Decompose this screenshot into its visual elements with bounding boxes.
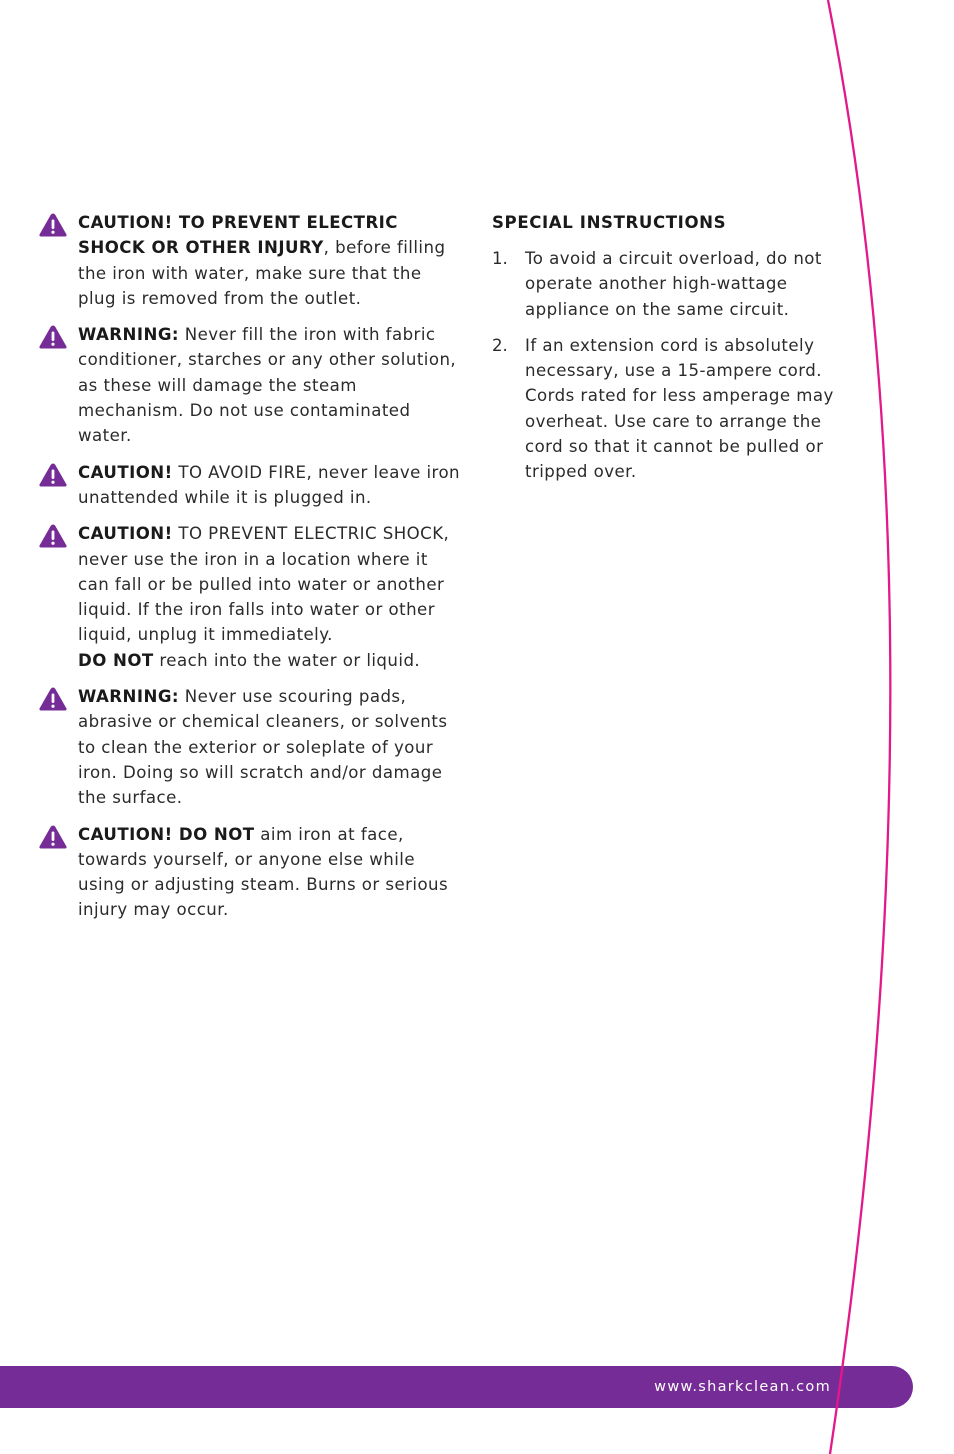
instruction-item-1 — [492, 246, 852, 322]
special-instructions-heading: SPECIAL INSTRUCTIONS — [492, 213, 727, 232]
warning-text — [78, 521, 463, 673]
warning-emphasis: DO NOT — [78, 650, 154, 670]
warning-body-continued: reach into the water or liquid. — [153, 650, 421, 670]
warning-label: CAUTION! DO NOT — [78, 824, 255, 844]
instruction-number: 2. — [492, 335, 508, 355]
warning-triangle-icon — [38, 824, 68, 850]
instruction-item-2 — [492, 333, 852, 485]
instruction-number: 1. — [492, 249, 508, 268]
special-instructions-column — [492, 210, 852, 496]
warning-triangle-icon — [38, 324, 68, 350]
warning-body: TO PREVENT ELECTRIC SHOCK, never use the iron in a location where it can fall or be pulled into water or another liquid. If the iron falls into water or other liquid, unplug it immediately. — [78, 524, 450, 645]
warning-text — [78, 460, 463, 511]
warning-item-1 — [38, 210, 463, 311]
warning-label: CAUTION! — [78, 462, 173, 482]
warning-body: aim iron at face, towards yourself, or anyone else while using or adjusting steam. Burns or serious injury may occur. — [78, 824, 449, 920]
safety-warnings-column — [38, 210, 463, 934]
warning-triangle-icon — [38, 212, 68, 238]
warning-text — [78, 822, 463, 923]
warning-item-3 — [38, 460, 463, 511]
warning-triangle-icon — [38, 686, 68, 712]
warning-item-6 — [38, 822, 463, 923]
instruction-text: If an extension cord is absolutely necessary, use a 15-ampere cord. Cords rated for less amperage may overheat. Use care to arrange the cord so that it cannot be pulled or tripped over. — [525, 335, 834, 482]
footer-bar — [0, 1366, 913, 1408]
warning-label: WARNING: — [78, 687, 179, 707]
warning-item-5 — [38, 684, 463, 810]
instruction-text: To avoid a circuit overload, do not operate another high-wattage appliance on the same circuit. — [525, 249, 822, 319]
warning-text — [78, 210, 463, 311]
warning-triangle-icon — [38, 462, 68, 488]
warning-text — [78, 684, 463, 810]
warning-label: WARNING: — [78, 325, 179, 345]
warning-triangle-icon — [38, 523, 68, 549]
warning-item-2 — [38, 322, 463, 448]
warning-body: Never fill the iron with fabric conditioner, starches or any other solution, as these will damage the steam mechanism. Do not use contaminated water. — [78, 325, 457, 446]
warning-body: , before filling the iron with water, make sure that the plug is removed from the outlet. — [78, 238, 446, 308]
footer-website-link[interactable]: www.sharkclean.com — [654, 1379, 831, 1395]
warning-item-4 — [38, 521, 463, 673]
warning-label: CAUTION! — [78, 524, 173, 544]
warning-body: Never use scouring pads, abrasive or chemical cleaners, or solvents to clean the exterior or soleplate of your iron. Doing so will scratch and/or damage the surface. — [78, 687, 448, 808]
warning-text — [78, 322, 463, 448]
warning-body: TO AVOID FIRE, never leave iron unattended while it is plugged in. — [78, 462, 461, 507]
warning-label: CAUTION! TO PREVENT ELECTRIC SHOCK OR OTHER INJURY — [78, 213, 398, 258]
